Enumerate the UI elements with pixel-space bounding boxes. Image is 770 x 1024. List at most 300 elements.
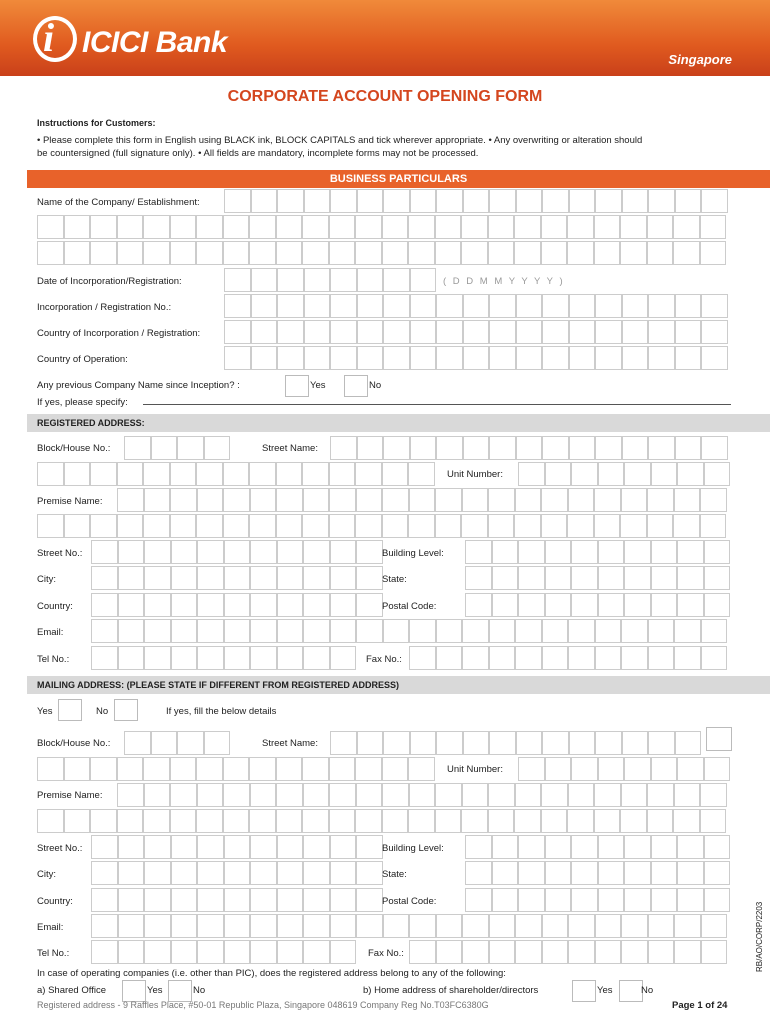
char-box[interactable] bbox=[648, 646, 675, 670]
char-box[interactable] bbox=[171, 888, 198, 912]
char-box[interactable] bbox=[700, 241, 727, 265]
char-box[interactable] bbox=[518, 861, 545, 885]
char-box[interactable] bbox=[357, 294, 384, 318]
char-box[interactable] bbox=[488, 488, 515, 512]
char-box[interactable] bbox=[409, 619, 436, 643]
char-box[interactable] bbox=[117, 215, 144, 239]
char-box[interactable] bbox=[651, 462, 678, 486]
char-box[interactable] bbox=[701, 619, 728, 643]
char-box[interactable] bbox=[675, 436, 702, 460]
char-box[interactable] bbox=[648, 914, 675, 938]
char-box[interactable] bbox=[383, 731, 410, 755]
char-box[interactable] bbox=[329, 783, 356, 807]
char-box[interactable] bbox=[677, 593, 704, 617]
char-box[interactable] bbox=[303, 540, 330, 564]
char-box[interactable] bbox=[224, 540, 251, 564]
char-box[interactable] bbox=[569, 189, 596, 213]
char-box[interactable] bbox=[276, 783, 303, 807]
char-box[interactable] bbox=[492, 566, 519, 590]
char-box[interactable] bbox=[124, 436, 151, 460]
char-box[interactable] bbox=[357, 268, 384, 292]
char-box[interactable] bbox=[701, 320, 728, 344]
char-box[interactable] bbox=[356, 888, 383, 912]
char-box[interactable] bbox=[568, 488, 595, 512]
char-box[interactable] bbox=[545, 835, 572, 859]
char-box[interactable] bbox=[594, 514, 621, 538]
char-box[interactable] bbox=[541, 215, 568, 239]
char-box[interactable] bbox=[462, 488, 489, 512]
char-box[interactable] bbox=[330, 268, 357, 292]
char-box[interactable] bbox=[304, 346, 331, 370]
char-box[interactable] bbox=[382, 783, 409, 807]
char-box[interactable] bbox=[594, 488, 621, 512]
char-box[interactable] bbox=[118, 861, 145, 885]
char-box[interactable] bbox=[571, 757, 598, 781]
char-box[interactable] bbox=[621, 646, 648, 670]
char-box[interactable] bbox=[462, 940, 489, 964]
char-box[interactable] bbox=[383, 914, 410, 938]
char-box[interactable] bbox=[410, 731, 437, 755]
char-box[interactable] bbox=[143, 241, 170, 265]
char-box[interactable] bbox=[330, 346, 357, 370]
char-box[interactable] bbox=[701, 436, 728, 460]
char-box[interactable] bbox=[250, 783, 277, 807]
char-box[interactable] bbox=[463, 320, 490, 344]
char-box[interactable] bbox=[196, 809, 223, 833]
char-box[interactable] bbox=[250, 646, 277, 670]
char-box[interactable] bbox=[542, 619, 569, 643]
char-box[interactable] bbox=[304, 320, 331, 344]
char-box[interactable] bbox=[675, 189, 702, 213]
char-box[interactable] bbox=[410, 436, 437, 460]
char-box[interactable] bbox=[277, 566, 304, 590]
char-box[interactable] bbox=[224, 566, 251, 590]
char-box[interactable] bbox=[330, 646, 357, 670]
char-box[interactable] bbox=[620, 241, 647, 265]
char-box[interactable] bbox=[177, 436, 204, 460]
char-box[interactable] bbox=[624, 861, 651, 885]
char-box[interactable] bbox=[489, 346, 516, 370]
char-box[interactable] bbox=[224, 593, 251, 617]
char-box[interactable] bbox=[356, 593, 383, 617]
char-box[interactable] bbox=[465, 540, 492, 564]
char-box[interactable] bbox=[595, 731, 622, 755]
char-box[interactable] bbox=[541, 488, 568, 512]
char-box[interactable] bbox=[542, 914, 569, 938]
char-box[interactable] bbox=[465, 593, 492, 617]
char-box[interactable] bbox=[118, 540, 145, 564]
char-box[interactable] bbox=[117, 462, 144, 486]
char-box[interactable] bbox=[408, 241, 435, 265]
char-box[interactable] bbox=[516, 294, 543, 318]
char-box[interactable] bbox=[674, 914, 701, 938]
char-box[interactable] bbox=[624, 835, 651, 859]
char-box[interactable] bbox=[463, 346, 490, 370]
char-box[interactable] bbox=[382, 809, 409, 833]
char-box[interactable] bbox=[250, 488, 277, 512]
char-box[interactable] bbox=[489, 619, 516, 643]
mail-premise-field-2[interactable] bbox=[37, 809, 726, 833]
char-box[interactable] bbox=[151, 731, 178, 755]
char-box[interactable] bbox=[516, 189, 543, 213]
char-box[interactable] bbox=[435, 241, 462, 265]
char-box[interactable] bbox=[651, 593, 678, 617]
char-box[interactable] bbox=[435, 783, 462, 807]
char-box[interactable] bbox=[276, 809, 303, 833]
char-box[interactable] bbox=[251, 268, 278, 292]
char-box[interactable] bbox=[144, 619, 171, 643]
char-box[interactable] bbox=[492, 540, 519, 564]
char-box[interactable] bbox=[64, 241, 91, 265]
char-box[interactable] bbox=[117, 514, 144, 538]
char-box[interactable] bbox=[595, 436, 622, 460]
char-box[interactable] bbox=[545, 888, 572, 912]
char-box[interactable] bbox=[518, 462, 545, 486]
char-box[interactable] bbox=[356, 619, 383, 643]
char-box[interactable] bbox=[144, 593, 171, 617]
char-box[interactable] bbox=[704, 888, 731, 912]
mail-building-field[interactable] bbox=[465, 835, 730, 859]
char-box[interactable] bbox=[567, 514, 594, 538]
char-box[interactable] bbox=[436, 189, 463, 213]
char-box[interactable] bbox=[249, 462, 276, 486]
char-box[interactable] bbox=[91, 835, 118, 859]
char-box[interactable] bbox=[677, 462, 704, 486]
char-box[interactable] bbox=[382, 514, 409, 538]
char-box[interactable] bbox=[171, 835, 198, 859]
char-box[interactable] bbox=[196, 215, 223, 239]
char-box[interactable] bbox=[435, 215, 462, 239]
char-box[interactable] bbox=[118, 566, 145, 590]
char-box[interactable] bbox=[598, 835, 625, 859]
char-box[interactable] bbox=[488, 783, 515, 807]
char-box[interactable] bbox=[64, 215, 91, 239]
char-box[interactable] bbox=[569, 346, 596, 370]
char-box[interactable] bbox=[64, 462, 91, 486]
char-box[interactable] bbox=[276, 462, 303, 486]
char-box[interactable] bbox=[675, 294, 702, 318]
mail-postal-field[interactable] bbox=[465, 888, 730, 912]
char-box[interactable] bbox=[674, 488, 701, 512]
char-box[interactable] bbox=[170, 462, 197, 486]
char-box[interactable] bbox=[329, 514, 356, 538]
char-box[interactable] bbox=[647, 783, 674, 807]
char-box[interactable] bbox=[197, 940, 224, 964]
char-box[interactable] bbox=[250, 619, 277, 643]
char-box[interactable] bbox=[117, 488, 144, 512]
char-box[interactable] bbox=[223, 215, 250, 239]
reg-state-field[interactable] bbox=[465, 566, 730, 590]
char-box[interactable] bbox=[223, 514, 250, 538]
char-box[interactable] bbox=[37, 241, 64, 265]
char-box[interactable] bbox=[514, 215, 541, 239]
mail-yes-checkbox[interactable] bbox=[58, 699, 82, 721]
char-box[interactable] bbox=[276, 757, 303, 781]
char-box[interactable] bbox=[542, 940, 569, 964]
char-box[interactable] bbox=[518, 593, 545, 617]
char-box[interactable] bbox=[647, 514, 674, 538]
char-box[interactable] bbox=[461, 514, 488, 538]
char-box[interactable] bbox=[357, 346, 384, 370]
char-box[interactable] bbox=[91, 619, 118, 643]
char-box[interactable] bbox=[571, 566, 598, 590]
char-box[interactable] bbox=[701, 346, 728, 370]
char-box[interactable] bbox=[171, 619, 198, 643]
char-box[interactable] bbox=[542, 294, 569, 318]
char-box[interactable] bbox=[224, 940, 251, 964]
char-box[interactable] bbox=[621, 783, 648, 807]
char-box[interactable] bbox=[704, 540, 731, 564]
char-box[interactable] bbox=[492, 861, 519, 885]
char-box[interactable] bbox=[647, 809, 674, 833]
char-box[interactable] bbox=[514, 809, 541, 833]
char-box[interactable] bbox=[90, 514, 117, 538]
char-box[interactable] bbox=[648, 320, 675, 344]
char-box[interactable] bbox=[701, 646, 728, 670]
char-box[interactable] bbox=[224, 914, 251, 938]
char-box[interactable] bbox=[598, 757, 625, 781]
char-box[interactable] bbox=[571, 888, 598, 912]
char-box[interactable] bbox=[303, 914, 330, 938]
country-op-field[interactable] bbox=[224, 346, 728, 370]
char-box[interactable] bbox=[250, 861, 277, 885]
char-box[interactable] bbox=[329, 241, 356, 265]
char-box[interactable] bbox=[357, 320, 384, 344]
char-box[interactable] bbox=[177, 731, 204, 755]
char-box[interactable] bbox=[545, 593, 572, 617]
mail-premise-field[interactable] bbox=[117, 783, 727, 807]
char-box[interactable] bbox=[143, 809, 170, 833]
char-box[interactable] bbox=[250, 940, 277, 964]
char-box[interactable] bbox=[673, 809, 700, 833]
char-box[interactable] bbox=[197, 888, 224, 912]
char-box[interactable] bbox=[197, 593, 224, 617]
char-box[interactable] bbox=[677, 861, 704, 885]
char-box[interactable] bbox=[249, 757, 276, 781]
char-box[interactable] bbox=[542, 436, 569, 460]
char-box[interactable] bbox=[64, 757, 91, 781]
char-box[interactable] bbox=[330, 320, 357, 344]
char-box[interactable] bbox=[516, 320, 543, 344]
char-box[interactable] bbox=[545, 861, 572, 885]
char-box[interactable] bbox=[223, 809, 250, 833]
char-box[interactable] bbox=[250, 888, 277, 912]
char-box[interactable] bbox=[171, 540, 198, 564]
char-box[interactable] bbox=[204, 731, 231, 755]
char-box[interactable] bbox=[251, 189, 278, 213]
char-box[interactable] bbox=[674, 940, 701, 964]
char-box[interactable] bbox=[383, 320, 410, 344]
char-box[interactable] bbox=[144, 914, 171, 938]
char-box[interactable] bbox=[677, 888, 704, 912]
char-box[interactable] bbox=[700, 488, 727, 512]
char-box[interactable] bbox=[568, 914, 595, 938]
char-box[interactable] bbox=[196, 514, 223, 538]
char-box[interactable] bbox=[515, 783, 542, 807]
char-box[interactable] bbox=[330, 914, 357, 938]
char-box[interactable] bbox=[171, 940, 198, 964]
char-box[interactable] bbox=[91, 888, 118, 912]
char-box[interactable] bbox=[435, 809, 462, 833]
char-box[interactable] bbox=[37, 514, 64, 538]
char-box[interactable] bbox=[90, 809, 117, 833]
char-box[interactable] bbox=[594, 215, 621, 239]
char-box[interactable] bbox=[674, 646, 701, 670]
char-box[interactable] bbox=[224, 189, 251, 213]
char-box[interactable] bbox=[330, 731, 357, 755]
mail-city-field[interactable] bbox=[91, 861, 383, 885]
char-box[interactable] bbox=[492, 835, 519, 859]
char-box[interactable] bbox=[356, 861, 383, 885]
char-box[interactable] bbox=[677, 566, 704, 590]
reg-tel-field[interactable] bbox=[91, 646, 356, 670]
char-box[interactable] bbox=[463, 436, 490, 460]
char-box[interactable] bbox=[251, 346, 278, 370]
char-box[interactable] bbox=[673, 514, 700, 538]
char-box[interactable] bbox=[408, 809, 435, 833]
char-box[interactable] bbox=[170, 783, 197, 807]
char-box[interactable] bbox=[330, 540, 357, 564]
char-box[interactable] bbox=[675, 346, 702, 370]
char-box[interactable] bbox=[436, 914, 463, 938]
char-box[interactable] bbox=[330, 593, 357, 617]
char-box[interactable] bbox=[64, 809, 91, 833]
char-box[interactable] bbox=[545, 566, 572, 590]
char-box[interactable] bbox=[569, 294, 596, 318]
char-box[interactable] bbox=[118, 593, 145, 617]
char-box[interactable] bbox=[143, 514, 170, 538]
char-box[interactable] bbox=[651, 861, 678, 885]
reg-city-field[interactable] bbox=[91, 566, 383, 590]
char-box[interactable] bbox=[170, 241, 197, 265]
char-box[interactable] bbox=[330, 189, 357, 213]
char-box[interactable] bbox=[303, 835, 330, 859]
char-box[interactable] bbox=[567, 241, 594, 265]
char-box[interactable] bbox=[304, 268, 331, 292]
char-box[interactable] bbox=[462, 619, 489, 643]
char-box[interactable] bbox=[196, 757, 223, 781]
char-box[interactable] bbox=[144, 835, 171, 859]
char-box[interactable] bbox=[250, 593, 277, 617]
char-box[interactable] bbox=[541, 514, 568, 538]
char-box[interactable] bbox=[704, 861, 731, 885]
char-box[interactable] bbox=[647, 488, 674, 512]
char-box[interactable] bbox=[197, 914, 224, 938]
char-box[interactable] bbox=[329, 488, 356, 512]
char-box[interactable] bbox=[303, 488, 330, 512]
char-box[interactable] bbox=[567, 809, 594, 833]
char-box[interactable] bbox=[224, 888, 251, 912]
char-box[interactable] bbox=[302, 215, 329, 239]
char-box[interactable] bbox=[436, 436, 463, 460]
reg-no-field[interactable] bbox=[224, 294, 728, 318]
char-box[interactable] bbox=[410, 320, 437, 344]
char-box[interactable] bbox=[409, 783, 436, 807]
char-box[interactable] bbox=[648, 189, 675, 213]
char-box[interactable] bbox=[648, 294, 675, 318]
char-box[interactable] bbox=[436, 646, 463, 670]
char-box[interactable] bbox=[647, 241, 674, 265]
reg-postal-field[interactable] bbox=[465, 593, 730, 617]
char-box[interactable] bbox=[144, 783, 171, 807]
char-box[interactable] bbox=[302, 809, 329, 833]
mail-unit-field[interactable] bbox=[518, 757, 730, 781]
char-box[interactable] bbox=[250, 540, 277, 564]
char-box[interactable] bbox=[277, 593, 304, 617]
char-box[interactable] bbox=[621, 940, 648, 964]
char-box[interactable] bbox=[303, 646, 330, 670]
char-box[interactable] bbox=[541, 241, 568, 265]
char-box[interactable] bbox=[224, 320, 251, 344]
char-box[interactable] bbox=[435, 514, 462, 538]
char-box[interactable] bbox=[277, 294, 304, 318]
country-incorp-field[interactable] bbox=[224, 320, 728, 344]
char-box[interactable] bbox=[118, 914, 145, 938]
char-box[interactable] bbox=[304, 189, 331, 213]
char-box[interactable] bbox=[382, 488, 409, 512]
char-box[interactable] bbox=[701, 189, 728, 213]
char-box[interactable] bbox=[465, 861, 492, 885]
char-box[interactable] bbox=[620, 514, 647, 538]
char-box[interactable] bbox=[330, 619, 357, 643]
char-box[interactable] bbox=[598, 861, 625, 885]
char-box[interactable] bbox=[250, 914, 277, 938]
char-box[interactable] bbox=[704, 593, 731, 617]
char-box[interactable] bbox=[704, 462, 731, 486]
char-box[interactable] bbox=[277, 346, 304, 370]
char-box[interactable] bbox=[624, 593, 651, 617]
reg-street-no-field[interactable] bbox=[91, 540, 383, 564]
char-box[interactable] bbox=[277, 189, 304, 213]
char-box[interactable] bbox=[492, 593, 519, 617]
char-box[interactable] bbox=[118, 646, 145, 670]
char-box[interactable] bbox=[595, 619, 622, 643]
char-box[interactable] bbox=[37, 215, 64, 239]
char-box[interactable] bbox=[677, 757, 704, 781]
char-box[interactable] bbox=[488, 514, 515, 538]
char-box[interactable] bbox=[489, 731, 516, 755]
char-box[interactable] bbox=[624, 757, 651, 781]
char-box[interactable] bbox=[621, 914, 648, 938]
char-box[interactable] bbox=[622, 731, 649, 755]
char-box[interactable] bbox=[567, 215, 594, 239]
char-box[interactable] bbox=[90, 241, 117, 265]
char-box[interactable] bbox=[171, 914, 198, 938]
mail-street-name-field-2[interactable] bbox=[37, 757, 435, 781]
mail-email-field[interactable] bbox=[91, 914, 727, 938]
char-box[interactable] bbox=[197, 566, 224, 590]
char-box[interactable] bbox=[461, 241, 488, 265]
char-box[interactable] bbox=[277, 540, 304, 564]
char-box[interactable] bbox=[117, 241, 144, 265]
char-box[interactable] bbox=[598, 888, 625, 912]
char-box[interactable] bbox=[197, 540, 224, 564]
char-box[interactable] bbox=[170, 757, 197, 781]
char-box[interactable] bbox=[463, 294, 490, 318]
char-box[interactable] bbox=[435, 488, 462, 512]
mail-country-field[interactable] bbox=[91, 888, 383, 912]
char-box[interactable] bbox=[330, 861, 357, 885]
company-name-field-2[interactable] bbox=[37, 215, 726, 239]
char-box[interactable] bbox=[410, 268, 437, 292]
char-box[interactable] bbox=[462, 783, 489, 807]
char-box[interactable] bbox=[355, 462, 382, 486]
char-box[interactable] bbox=[648, 731, 675, 755]
char-box[interactable] bbox=[64, 514, 91, 538]
char-box[interactable] bbox=[223, 783, 250, 807]
char-box[interactable] bbox=[303, 940, 330, 964]
char-box[interactable] bbox=[197, 619, 224, 643]
